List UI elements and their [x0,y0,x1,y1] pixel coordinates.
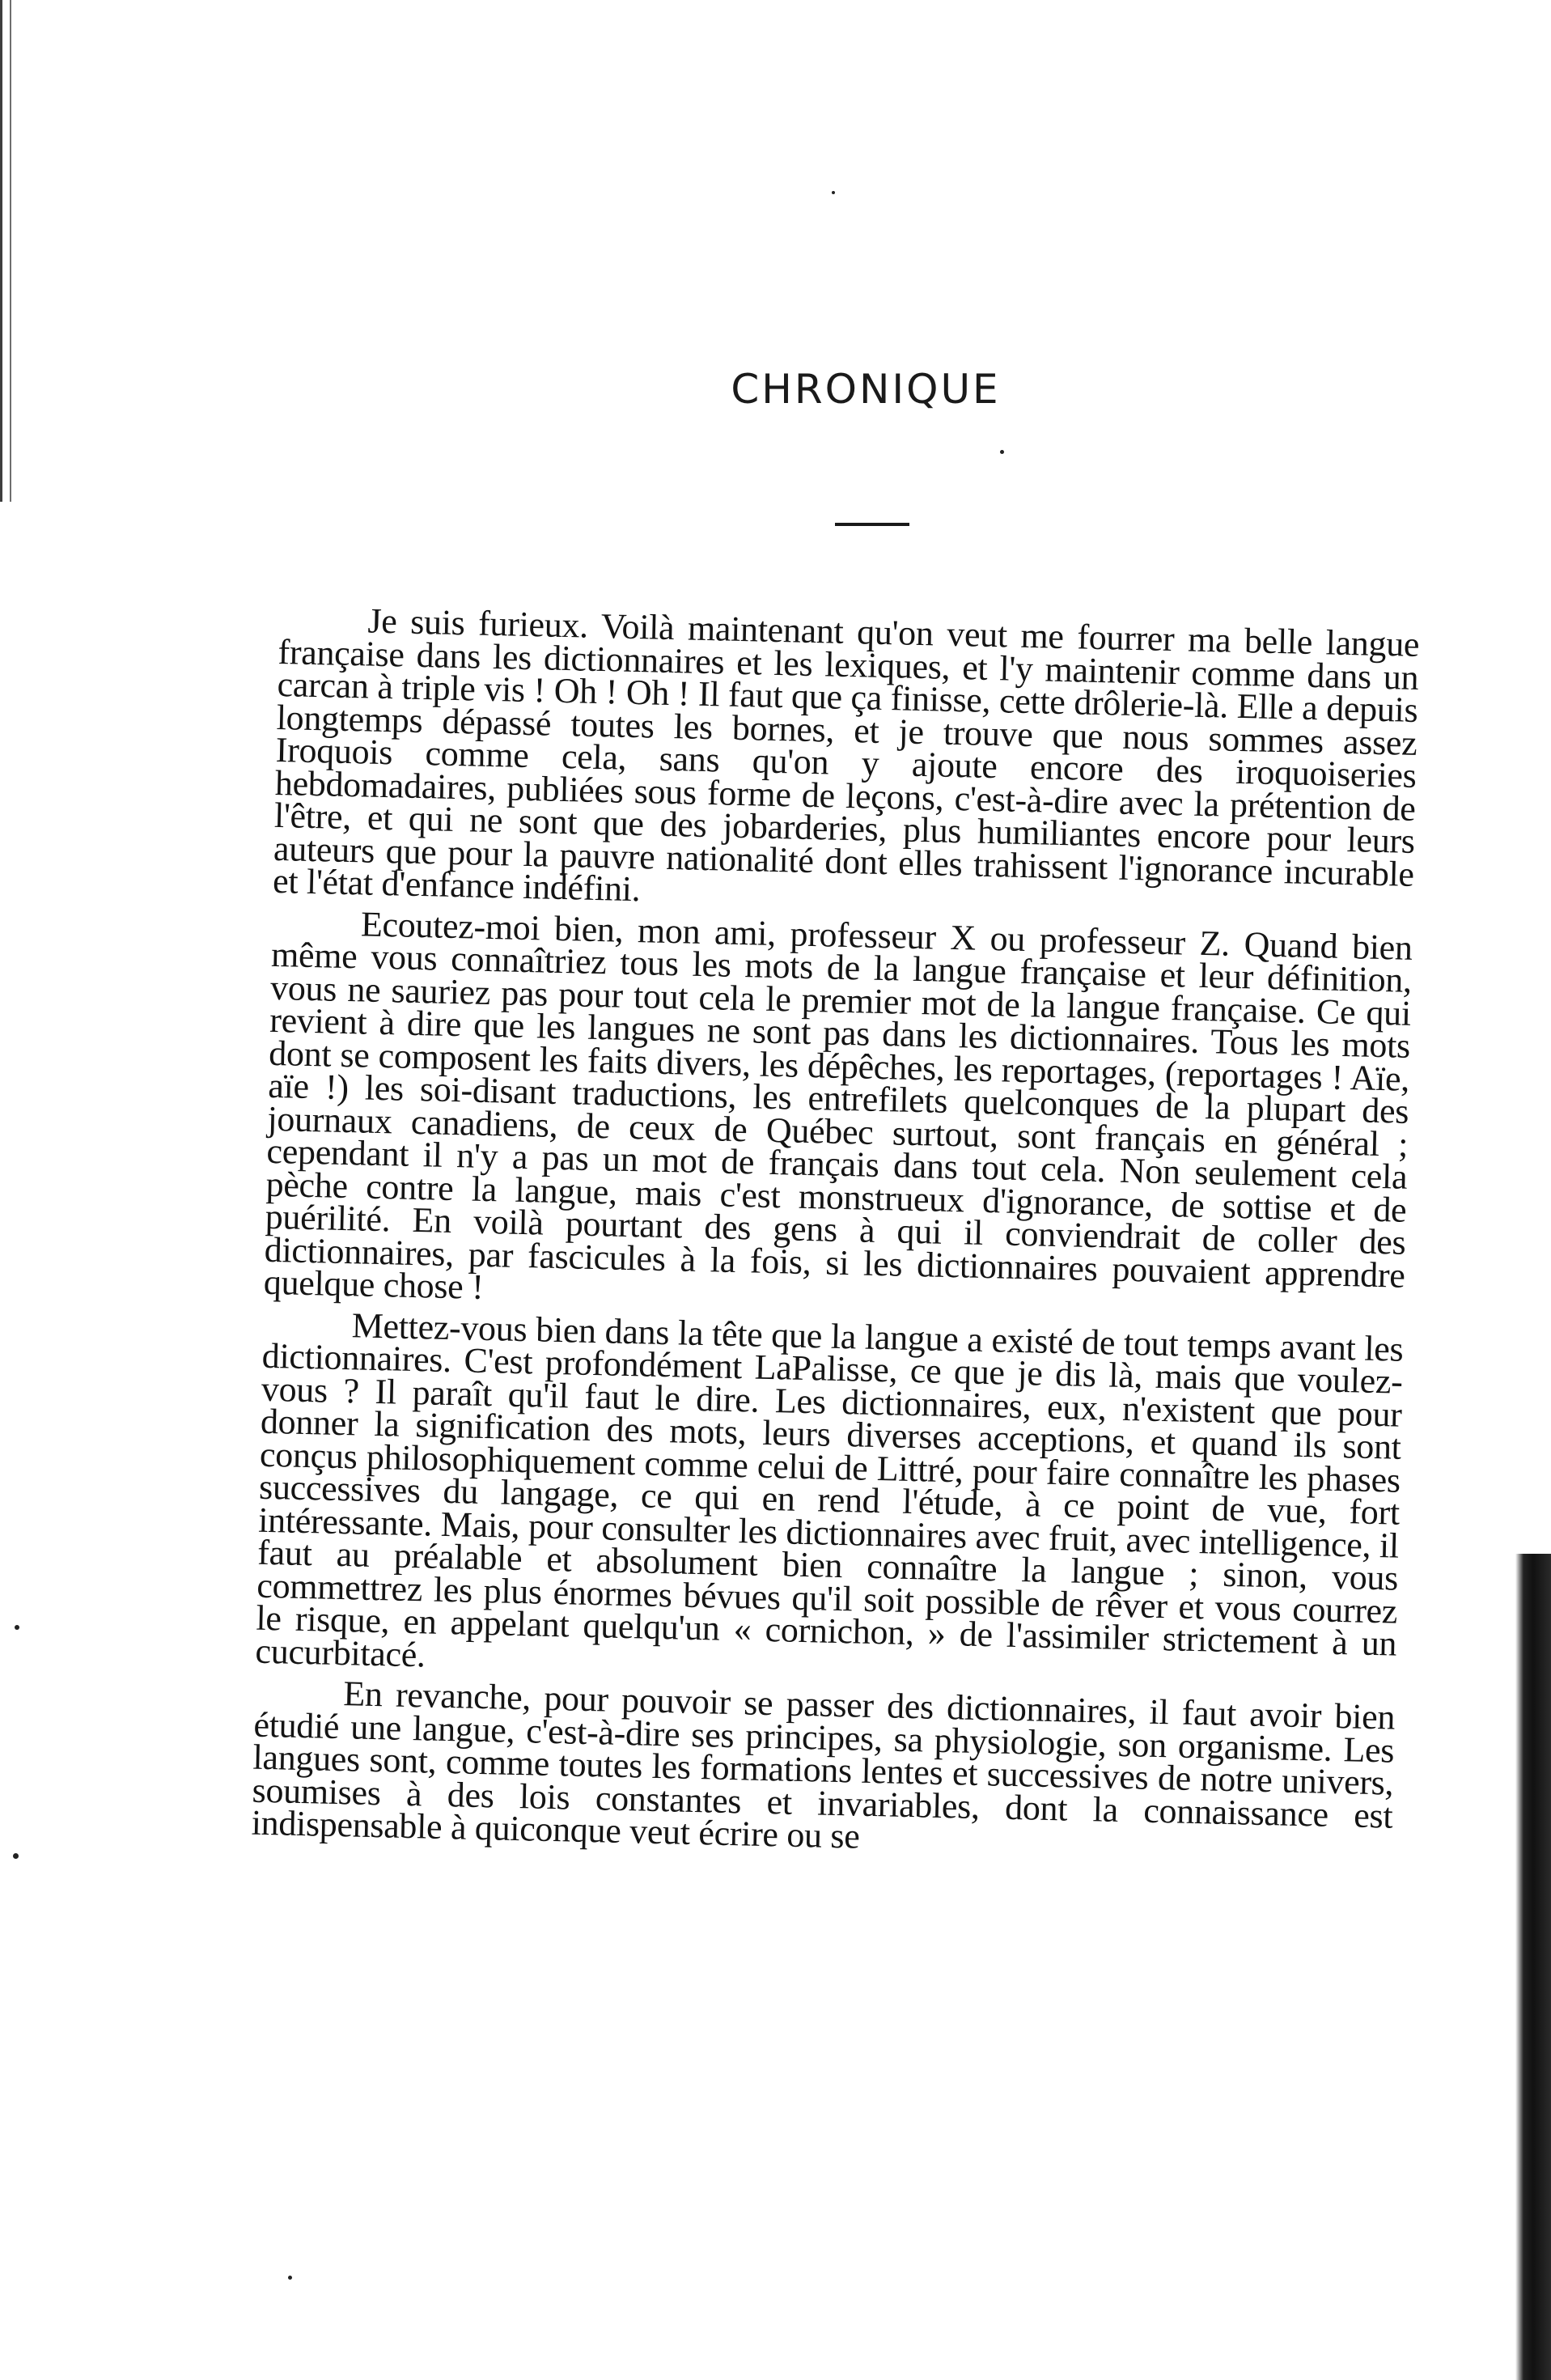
paragraph-4: En revanche, pour pouvoir se passer des dictionnaires, il faut avoir bien étudié une langue, c'est-à-dire ses principes, sa physiologie, son organisme. Les langues sont, comme toutes les formations lentes et successives de notre univers, soumises à des lois constantes et invariables, dont la connaissance est indispensable à quiconque veut écrire ou se [251,1674,1396,1856]
scan-speck [832,191,835,194]
paragraph-3: Mettez-vous bien dans la tête que la langue a existé de tout temps avant les dictionnaires. C'est profondément LaPalisse, ce que je dis là, mais que voulez-vous ? Il paraît qu'il faut le dire. Les dictionnaires, eux, n'existent que pour donner la signification des mots, leurs diverses acceptions, et quand ils sont conçus philosophiquement comme celui de Littré, pour faire connaître les phases successives du langage, ce qui en rend l'étude, à ce point de vue, fort intéressante. Mais, pour consulter les dictionnaires avec fruit, avec intelligence, il faut au préalable et absolument bien connaître la langue ; sinon, vous commettrez les plus énormes bévues qu'il soit possible de rêver et vous courrez le risque, en appelant quelqu'un « cornichon, » de l'assimiler strictement à un cucurbitacé. [255,1305,1405,1674]
scan-speck [13,1853,19,1859]
paragraph-2: Ecoutez-moi bien, mon ami, professeur X ou professeur Z. Quand bien même vous connaîtriez tous les mots de la langue française et leur définition, vous ne sauriez pas pour tout cela le premier mot de la langue française. Ce qui revient à dire que les langues ne sont pas dans les dictionnaires. Tous les mots dont se composent les faits divers, les dépêches, les reportages, (reportages ! Aïe, aïe !) les soi-disant traductions, les entrefilets quelconques de la plupart des journaux canadiens, de ceux de Québec surtout, sont français en général ; cependant il n'y a pas un mot de français dans tout cela. Non seulement cela pèche contre la langue, mais c'est monstrueux d'ignorance, de sottise et de puérilité. En voilà pourtant des gens à qui il conviendrait de coller des dictionnaires, par fascicules à la fois, si les dictionnaires pouvaient apprendre quelque chose ! [263,903,1413,1307]
scan-speck [15,1625,19,1630]
article-body [251,600,1420,1873]
scan-speck [1000,450,1004,454]
scan-edge-right [1515,1554,1551,2380]
scan-edge-left [0,0,21,502]
page-title: CHRONIQUE [731,366,1001,413]
title-divider [835,523,909,526]
scan-speck [288,2276,292,2280]
paragraph-1: Je suis furieux. Voilà maintenant qu'on veut me fourrer ma belle langue française dans les dictionnaires et les lexiques, et l'y maintenir comme dans un carcan à triple vis ! Oh ! Oh ! Il faut que ça finisse, cette drôlerie-là. Elle a depuis longtemps dépassé toutes les bornes, et je trouve que nous sommes assez Iroquois comme cela, sans qu'on y ajoute encore des iroquoiseries hebdomadaires, publiées sous forme de leçons, c'est-à-dire avec la prétention de l'être, et qui ne sont que des jobarderies, plus humiliantes encore pour leurs auteurs que pour la pauvre nationalité dont elles trahissent l'ignorance incurable et l'état d'enfance indéfini. [272,600,1420,910]
